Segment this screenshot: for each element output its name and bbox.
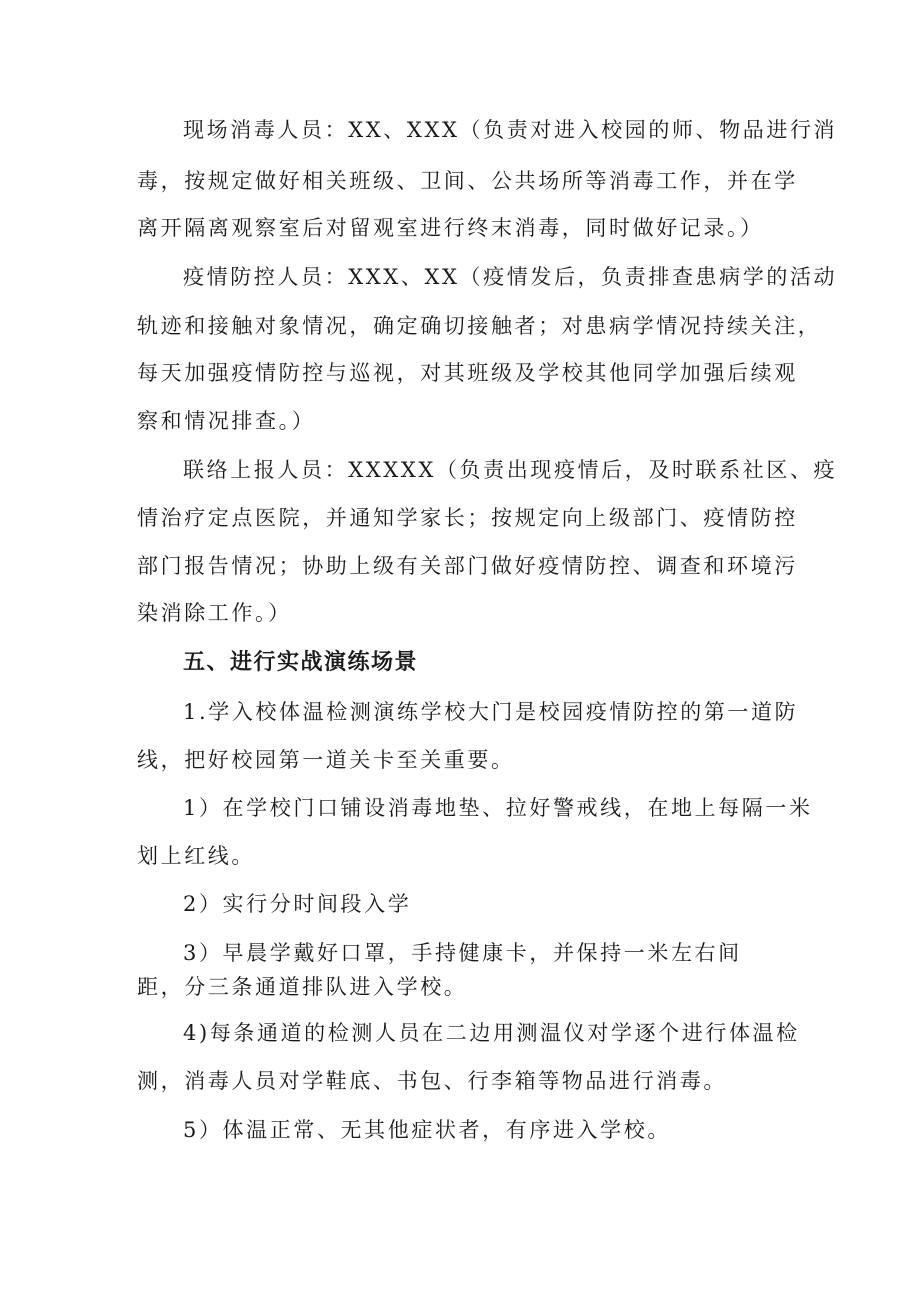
paragraph-line: 联络上报人员：XXXXX（负责出现疫情后，及时联系社区、疫 xyxy=(183,458,838,482)
paragraph-line: 现场消毒人员：XX、XXX（负责对进入校园的师、物品进行消 xyxy=(183,118,838,142)
paragraph-line: 1）在学校门口铺设消毒地垫、拉好警戒线，在地上每隔一米 xyxy=(183,796,813,820)
paragraph-line: 离开隔离观察室后对留观室进行终末消毒，同时做好记录。） xyxy=(137,216,764,240)
paragraph-line: 情治疗定点医院，并通知学家长；按规定向上级部门、疫情防控 xyxy=(137,506,798,530)
paragraph-line: 距，分三条通道排队进入学校。 xyxy=(137,975,468,999)
paragraph-line: 测，消毒人员对学鞋底、书包、行李箱等物品进行消毒。 xyxy=(137,1069,727,1093)
paragraph-line: 4)每条通道的检测人员在二边用测温仪对学逐个进行体温检 xyxy=(183,1021,800,1045)
paragraph-line: 染消除工作。） xyxy=(137,601,292,625)
paragraph-line: 毒，按规定做好相关班级、卫间、公共场所等消毒工作，并在学 xyxy=(137,169,798,193)
paragraph-line: 1.学入校体温检测演练学校大门是校园疫情防控的第一道防 xyxy=(183,700,799,724)
paragraph-line: 轨迹和接触对象情况，确定确切接触者；对患病学情况持续关注， xyxy=(137,314,822,338)
paragraph-line: 疫情防控人员：XXX、XX（疫情发后，负责排查患病学的活动 xyxy=(183,265,838,289)
paragraph-line: 察和情况排查。） xyxy=(137,409,316,433)
paragraph-line: 5）体温正常、无其他症状者，有序进入学校。 xyxy=(183,1118,671,1142)
paragraph-line: 3）早晨学戴好口罩，手持健康卡，并保持一米左右间 xyxy=(183,941,742,965)
section-heading: 五、进行实战演练场景 xyxy=(183,650,419,675)
paragraph-line: 部门报告情况；协助上级有关部门做好疫情防控、调查和环境污 xyxy=(137,554,798,578)
paragraph-line: 线，把好校园第一道关卡至关重要。 xyxy=(137,748,515,772)
paragraph-line: 2）实行分时间段入学 xyxy=(183,892,412,916)
paragraph-line: 划上红线。 xyxy=(137,844,255,868)
paragraph-line: 每天加强疫情防控与巡视，对其班级及学校其他同学加强后续观 xyxy=(137,361,798,385)
